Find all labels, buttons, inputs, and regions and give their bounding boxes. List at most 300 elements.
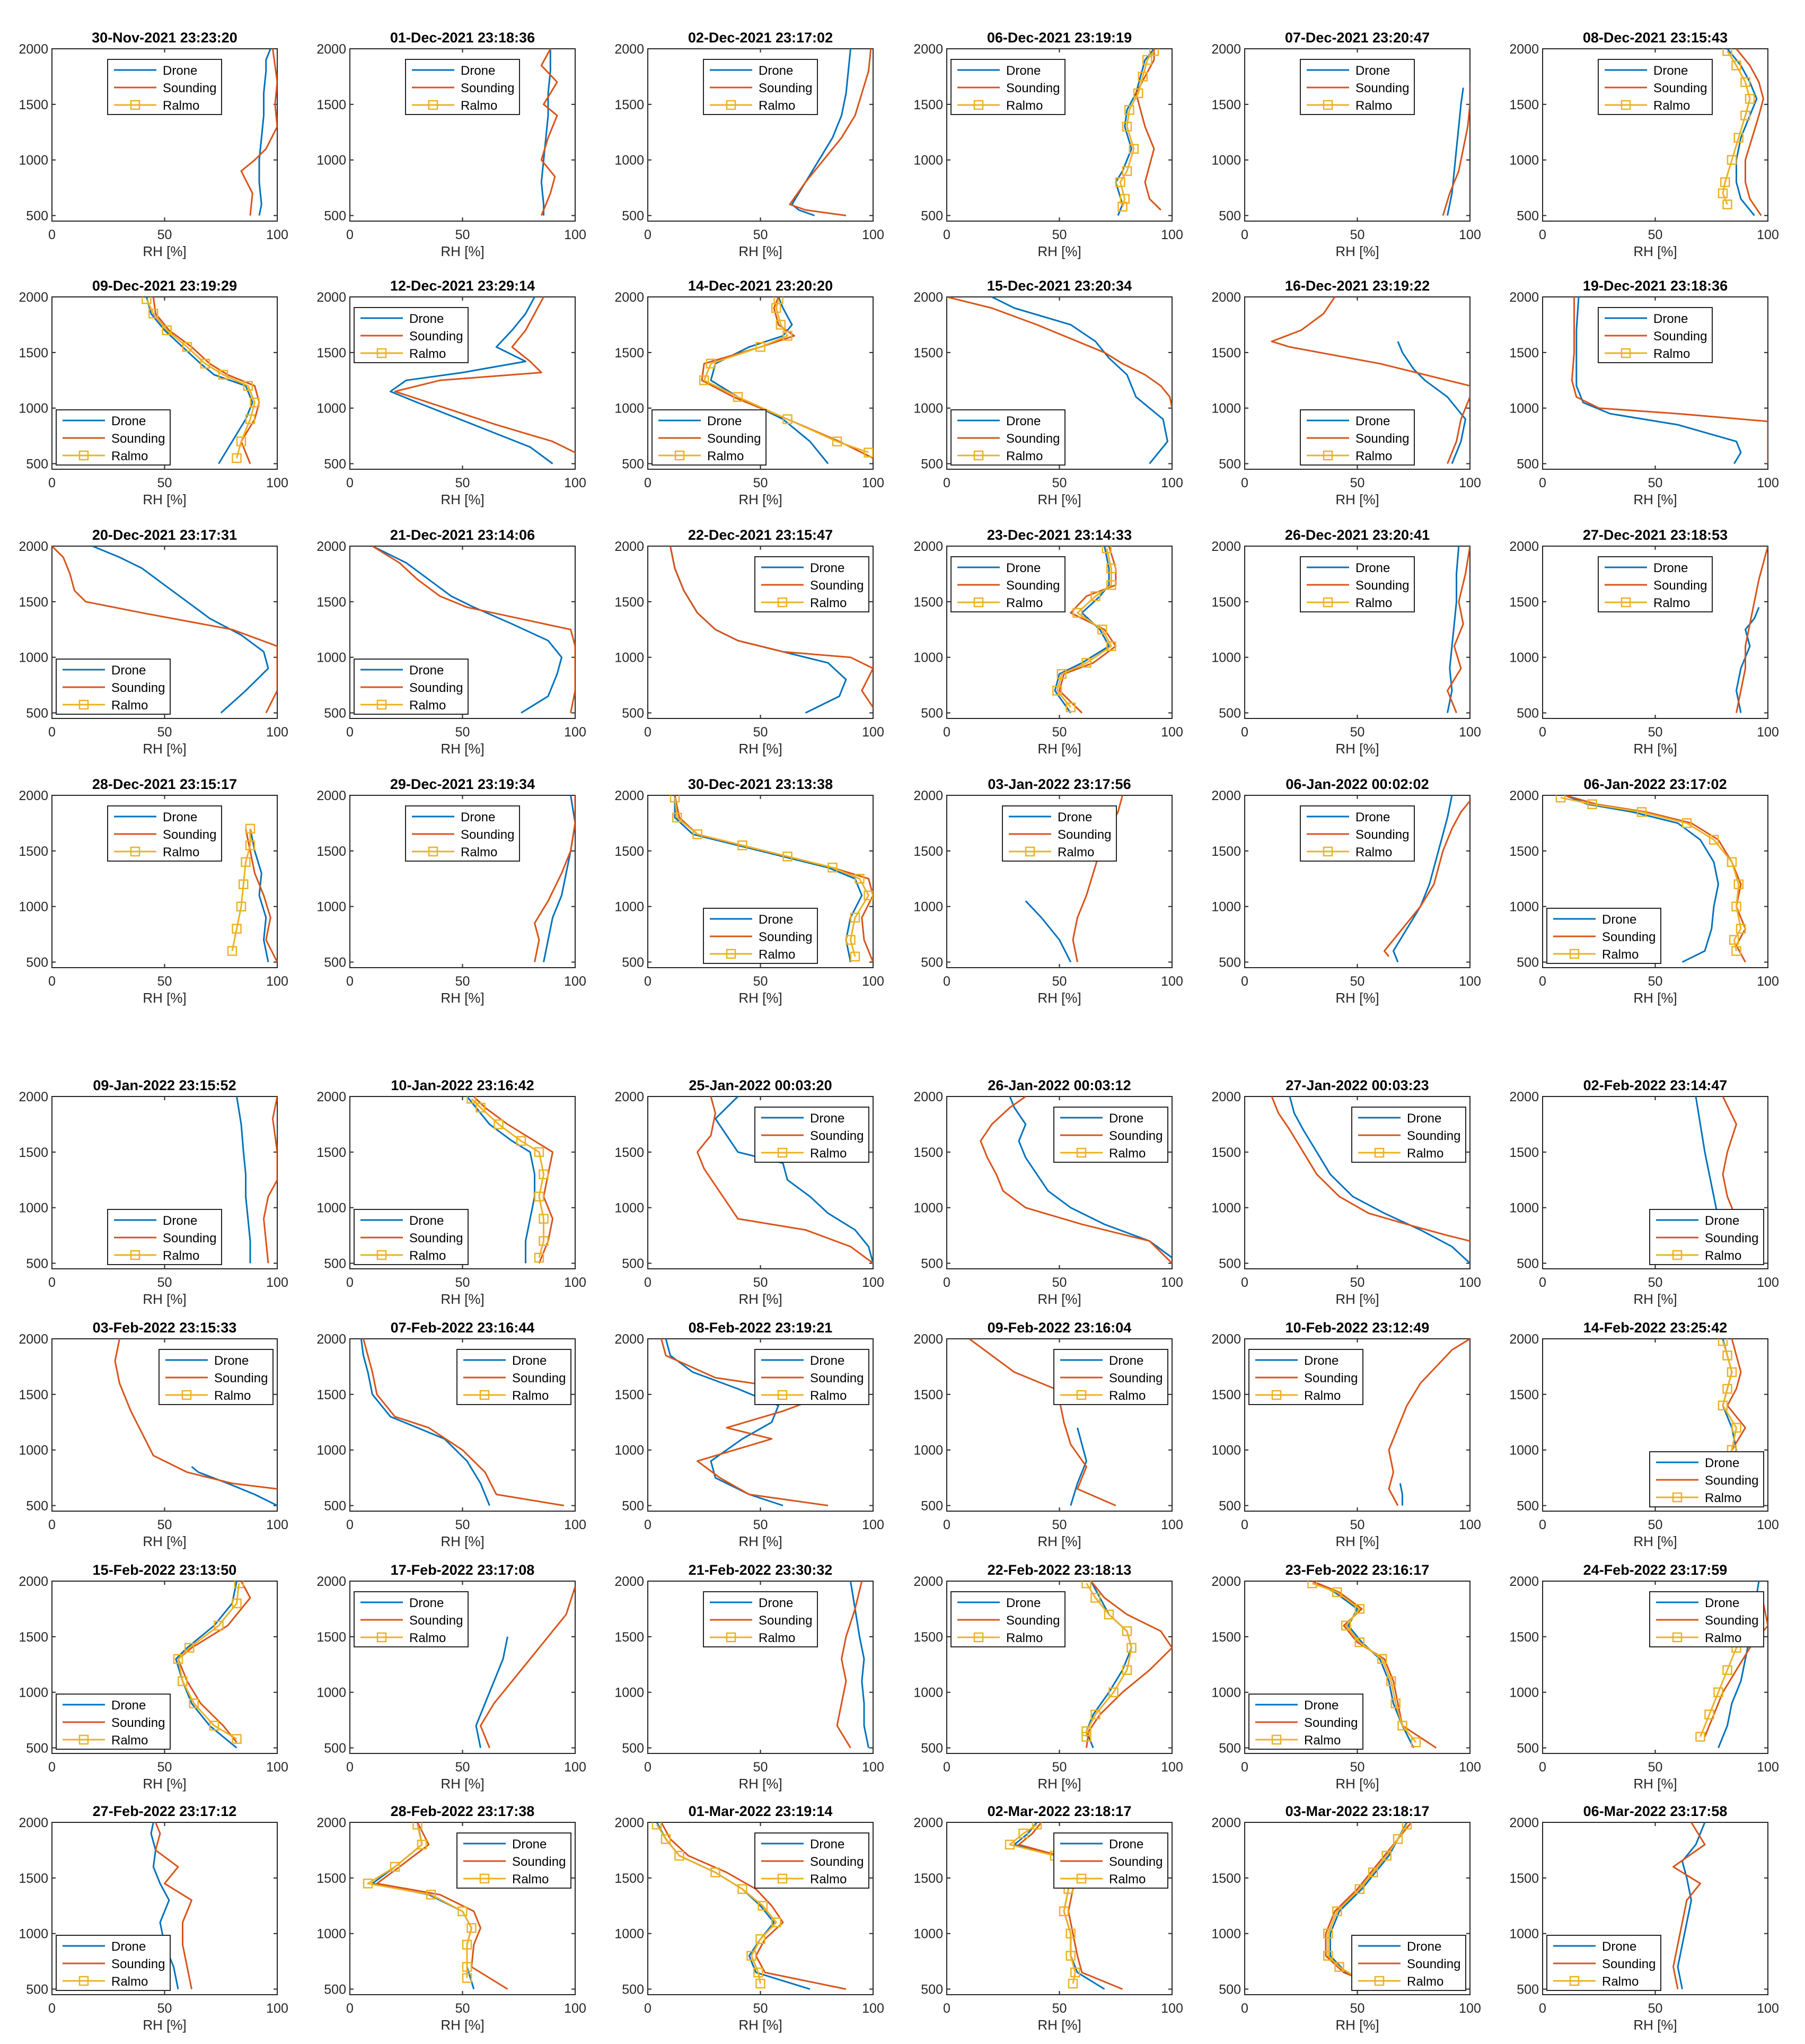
x-axis-label: RH [%] [1633, 1776, 1677, 1792]
y-tick-label: 500 [1219, 457, 1241, 472]
subplot [1211, 1077, 1481, 1307]
legend-label-sounding: Sounding [1109, 1129, 1163, 1143]
y-tick-label: 1000 [316, 650, 346, 665]
legend-label-ralmo: Ralmo [1602, 1975, 1639, 1989]
y-tick-label: 1500 [316, 345, 346, 361]
y-tick-label: 2000 [614, 788, 644, 803]
y-tick-label: 1500 [19, 1629, 48, 1645]
subplot-title: 08-Feb-2022 23:19:21 [688, 1320, 833, 1336]
x-tick-label: 100 [1161, 476, 1183, 490]
subplot-title: 03-Feb-2022 23:15:33 [92, 1320, 237, 1336]
x-tick-label: 100 [266, 1517, 288, 1532]
legend-label-ralmo: Ralmo [759, 1631, 796, 1645]
x-tick-label: 50 [157, 725, 172, 740]
x-tick-label: 100 [1459, 476, 1481, 490]
subplot-title: 03-Jan-2022 23:17:56 [988, 776, 1131, 792]
x-tick-label: 100 [862, 2001, 884, 2016]
y-tick-label: 1500 [614, 1387, 644, 1402]
subplot [19, 527, 288, 757]
legend-label-ralmo: Ralmo [1006, 1631, 1043, 1645]
subplot [1211, 30, 1481, 259]
x-tick-label: 50 [455, 1760, 470, 1775]
y-tick-label: 1000 [19, 650, 48, 665]
subplot-title: 30-Nov-2021 23:23:20 [92, 30, 237, 46]
legend [108, 59, 222, 115]
subplot-title: 12-Dec-2021 23:29:14 [390, 278, 535, 294]
legend-label-sounding: Sounding [461, 828, 515, 842]
x-axis-label: RH [%] [1037, 243, 1081, 259]
legend [457, 1349, 571, 1405]
y-tick-label: 500 [921, 1256, 943, 1271]
legend-label-sounding: Sounding [163, 828, 217, 842]
legend-label-ralmo: Ralmo [461, 99, 498, 113]
y-tick-label: 1000 [316, 153, 346, 168]
y-tick-label: 500 [26, 457, 48, 472]
legend-label-ralmo: Ralmo [1653, 347, 1690, 361]
x-tick-label: 0 [1539, 227, 1546, 242]
legend-label-ralmo: Ralmo [1705, 1631, 1742, 1645]
legend-label-drone: Drone [1058, 810, 1093, 824]
x-tick-label: 100 [862, 476, 884, 490]
legend [951, 410, 1065, 465]
subplot [1509, 1077, 1778, 1307]
legend-label-ralmo: Ralmo [163, 1249, 200, 1263]
y-tick-label: 2000 [316, 42, 346, 57]
legend-label-sounding: Sounding [111, 1957, 165, 1971]
subplot [1211, 776, 1481, 1006]
legend-label-sounding: Sounding [111, 432, 165, 446]
y-tick-label: 500 [622, 1256, 644, 1271]
legend [951, 557, 1065, 612]
x-tick-label: 100 [1757, 1517, 1779, 1532]
legend-label-ralmo: Ralmo [1006, 596, 1043, 610]
y-tick-label: 1500 [316, 1145, 346, 1160]
legend [1650, 1592, 1764, 1647]
legend-label-ralmo: Ralmo [1355, 596, 1393, 610]
x-axis-label: RH [%] [1633, 990, 1677, 1006]
legend-label-drone: Drone [810, 561, 845, 575]
x-tick-label: 100 [1459, 725, 1481, 740]
y-tick-label: 2000 [1211, 1574, 1241, 1589]
legend-label-drone: Drone [1407, 1940, 1442, 1954]
subplot-title: 15-Dec-2021 23:20:34 [987, 278, 1132, 294]
y-tick-label: 2000 [1211, 1090, 1241, 1104]
y-tick-label: 1000 [1509, 401, 1539, 416]
legend-label-sounding: Sounding [1705, 1231, 1759, 1245]
y-tick-label: 1000 [913, 1200, 943, 1216]
x-axis-label: RH [%] [441, 492, 485, 507]
legend-label-sounding: Sounding [810, 1371, 864, 1385]
legend-label-drone: Drone [707, 414, 742, 428]
x-tick-label: 0 [644, 1517, 651, 1532]
y-tick-label: 1000 [614, 1443, 644, 1458]
x-tick-label: 0 [346, 2001, 354, 2016]
y-tick-label: 1500 [1211, 1629, 1241, 1645]
subplot [913, 1803, 1183, 2033]
y-tick-label: 500 [26, 1256, 48, 1271]
y-tick-label: 500 [324, 1741, 346, 1756]
subplot [1509, 1320, 1778, 1549]
legend-label-drone: Drone [1109, 1354, 1144, 1368]
x-axis-label: RH [%] [738, 2017, 782, 2033]
x-axis-label: RH [%] [738, 492, 782, 507]
legend-label-sounding: Sounding [1653, 578, 1707, 593]
legend-label-ralmo: Ralmo [214, 1389, 251, 1403]
subplot [316, 1562, 586, 1792]
x-tick-label: 0 [1241, 227, 1248, 242]
y-tick-label: 1000 [19, 1200, 48, 1216]
legend-label-sounding: Sounding [1653, 81, 1707, 95]
x-tick-label: 50 [753, 476, 768, 490]
legend-label-sounding: Sounding [163, 1231, 217, 1245]
x-tick-label: 100 [1757, 1760, 1779, 1775]
legend-label-ralmo: Ralmo [1006, 99, 1043, 113]
legend-label-ralmo: Ralmo [409, 347, 446, 361]
legend-label-ralmo: Ralmo [1407, 1975, 1444, 1989]
y-tick-label: 1500 [1509, 594, 1539, 610]
y-tick-label: 1000 [913, 1443, 943, 1458]
subplot-title: 19-Dec-2021 23:18:36 [1582, 278, 1728, 294]
legend [755, 557, 869, 612]
subplot [1509, 776, 1778, 1006]
y-tick-label: 1500 [614, 844, 644, 859]
x-axis-label: RH [%] [738, 1291, 782, 1307]
legend-label-drone: Drone [409, 1596, 444, 1610]
x-tick-label: 0 [346, 1275, 354, 1290]
subplot-title: 02-Mar-2022 23:18:17 [987, 1803, 1132, 1819]
x-tick-label: 0 [1241, 1275, 1248, 1290]
subplot-title: 21-Feb-2022 23:30:32 [688, 1562, 833, 1578]
y-tick-label: 2000 [1211, 788, 1241, 803]
legend-label-sounding: Sounding [810, 1129, 864, 1143]
x-tick-label: 50 [1052, 2001, 1067, 2016]
y-tick-label: 1500 [1509, 345, 1539, 361]
y-tick-label: 1000 [19, 1926, 48, 1942]
y-tick-label: 1000 [614, 899, 644, 915]
x-tick-label: 50 [1648, 974, 1663, 989]
x-tick-label: 50 [1648, 2001, 1663, 2016]
y-tick-label: 1500 [316, 594, 346, 610]
legend [159, 1349, 273, 1405]
y-tick-label: 500 [921, 955, 943, 970]
legend [1054, 1833, 1168, 1888]
x-tick-label: 100 [1161, 1275, 1183, 1290]
y-tick-label: 1000 [614, 650, 644, 665]
x-axis-label: RH [%] [441, 1776, 485, 1792]
y-tick-label: 500 [324, 208, 346, 224]
x-tick-label: 0 [1241, 1760, 1248, 1775]
y-tick-label: 500 [26, 1741, 48, 1756]
x-tick-label: 50 [157, 476, 172, 490]
x-tick-label: 0 [644, 725, 651, 740]
x-tick-label: 0 [1241, 725, 1248, 740]
x-tick-label: 100 [1459, 1760, 1481, 1775]
subplot-title: 07-Feb-2022 23:16:44 [390, 1320, 535, 1336]
y-tick-label: 2000 [1211, 290, 1241, 305]
y-tick-label: 2000 [913, 290, 943, 305]
legend-label-sounding: Sounding [810, 578, 864, 593]
x-tick-label: 50 [455, 227, 470, 242]
x-axis-label: RH [%] [143, 492, 187, 507]
y-tick-label: 1500 [913, 1871, 943, 1886]
x-tick-label: 0 [48, 974, 56, 989]
x-tick-label: 100 [1459, 1275, 1481, 1290]
subplot-title: 14-Dec-2021 23:20:20 [688, 278, 833, 294]
x-tick-label: 0 [1241, 2001, 1248, 2016]
y-tick-label: 1000 [1211, 1443, 1241, 1458]
y-tick-label: 2000 [316, 788, 346, 803]
y-tick-label: 1000 [1509, 1926, 1539, 1942]
legend-label-drone: Drone [461, 810, 496, 824]
y-tick-label: 2000 [316, 1332, 346, 1347]
x-tick-label: 0 [644, 1275, 651, 1290]
y-tick-label: 2000 [614, 1574, 644, 1589]
x-tick-label: 50 [1052, 974, 1067, 989]
y-tick-label: 2000 [913, 788, 943, 803]
x-tick-label: 100 [564, 725, 586, 740]
legend-label-ralmo: Ralmo [1653, 596, 1690, 610]
legend-label-ralmo: Ralmo [1109, 1146, 1146, 1161]
x-tick-label: 50 [1350, 476, 1365, 490]
legend-label-ralmo: Ralmo [512, 1872, 549, 1887]
subplot [1211, 278, 1481, 507]
y-tick-label: 1000 [19, 1443, 48, 1458]
x-tick-label: 100 [266, 725, 288, 740]
y-tick-label: 2000 [19, 1574, 48, 1589]
legend-label-sounding: Sounding [1355, 81, 1410, 95]
legend-label-ralmo: Ralmo [1407, 1146, 1444, 1161]
subplot [316, 278, 586, 507]
legend-label-ralmo: Ralmo [1006, 449, 1043, 463]
y-tick-label: 500 [1517, 1741, 1539, 1756]
subplot [19, 776, 288, 1006]
x-tick-label: 0 [1241, 974, 1248, 989]
x-tick-label: 50 [1350, 1760, 1365, 1775]
x-axis-label: RH [%] [1633, 1533, 1677, 1549]
x-axis-label: RH [%] [1037, 492, 1081, 507]
legend [1002, 806, 1116, 861]
subplot-title: 17-Feb-2022 23:17:08 [390, 1562, 535, 1578]
subplot [614, 1803, 884, 2033]
subplot [614, 1320, 884, 1549]
y-tick-label: 2000 [19, 42, 48, 57]
legend-label-ralmo: Ralmo [1109, 1872, 1146, 1887]
x-tick-label: 100 [266, 2001, 288, 2016]
legend [108, 806, 222, 861]
x-tick-label: 100 [266, 227, 288, 242]
x-tick-label: 0 [943, 476, 950, 490]
legend-label-ralmo: Ralmo [111, 698, 148, 713]
subplot-title: 27-Feb-2022 23:17:12 [92, 1803, 237, 1819]
legend [1598, 308, 1712, 363]
y-tick-label: 1000 [19, 1685, 48, 1700]
legend-label-sounding: Sounding [1653, 329, 1707, 344]
legend-label-drone: Drone [214, 1354, 249, 1368]
subplot [316, 1803, 586, 2033]
y-tick-label: 500 [1219, 1498, 1241, 1514]
legend-label-drone: Drone [409, 1214, 444, 1228]
y-tick-label: 500 [1219, 955, 1241, 970]
legend [457, 1833, 571, 1888]
subplot-title: 25-Jan-2022 00:03:20 [689, 1077, 832, 1093]
legend-label-drone: Drone [461, 64, 496, 78]
legend-label-sounding: Sounding [409, 1231, 463, 1245]
legend-label-sounding: Sounding [1006, 1613, 1060, 1628]
x-tick-label: 50 [455, 476, 470, 490]
legend [108, 1209, 222, 1265]
legend-label-ralmo: Ralmo [810, 1872, 847, 1887]
legend [703, 908, 817, 963]
legend-label-sounding: Sounding [1109, 1855, 1163, 1869]
subplot [614, 30, 884, 259]
legend-label-sounding: Sounding [163, 81, 217, 95]
legend-label-drone: Drone [759, 913, 794, 927]
legend [755, 1833, 869, 1888]
legend-label-drone: Drone [1109, 1111, 1144, 1126]
x-tick-label: 50 [455, 2001, 470, 2016]
y-tick-label: 500 [1219, 208, 1241, 224]
y-tick-label: 2000 [614, 1090, 644, 1104]
x-tick-label: 50 [753, 1517, 768, 1532]
legend-label-drone: Drone [1355, 414, 1390, 428]
legend-label-sounding: Sounding [409, 681, 463, 695]
y-tick-label: 2000 [1509, 788, 1539, 803]
y-tick-label: 1500 [614, 1629, 644, 1645]
y-tick-label: 2000 [1509, 290, 1539, 305]
legend-label-sounding: Sounding [707, 432, 761, 446]
x-axis-label: RH [%] [143, 1776, 187, 1792]
x-tick-label: 0 [48, 725, 56, 740]
legend-label-drone: Drone [1006, 64, 1041, 78]
y-tick-label: 1500 [614, 345, 644, 361]
x-axis-label: RH [%] [1335, 741, 1379, 757]
y-tick-label: 2000 [19, 539, 48, 554]
y-tick-label: 2000 [614, 290, 644, 305]
y-tick-label: 500 [26, 208, 48, 224]
subplot-title: 27-Dec-2021 23:18:53 [1582, 527, 1728, 543]
subplot-title: 15-Feb-2022 23:13:50 [92, 1562, 237, 1578]
legend-label-ralmo: Ralmo [1355, 99, 1393, 113]
y-tick-label: 500 [324, 1982, 346, 1997]
legend-label-drone: Drone [512, 1837, 547, 1852]
y-tick-label: 2000 [316, 1815, 346, 1830]
subplot-title: 20-Dec-2021 23:17:31 [92, 527, 237, 543]
legend-label-sounding: Sounding [111, 681, 165, 695]
legend-label-ralmo: Ralmo [461, 845, 498, 859]
legend-label-ralmo: Ralmo [1355, 845, 1393, 859]
legend-label-sounding: Sounding [759, 81, 813, 95]
x-tick-label: 100 [564, 476, 586, 490]
legend-label-drone: Drone [759, 1596, 794, 1610]
x-tick-label: 100 [564, 227, 586, 242]
legend-label-drone: Drone [163, 810, 198, 824]
legend-label-drone: Drone [1705, 1456, 1740, 1470]
legend-label-drone: Drone [1304, 1698, 1339, 1713]
y-tick-label: 1000 [1509, 899, 1539, 915]
x-axis-label: RH [%] [441, 243, 485, 259]
legend [1249, 1694, 1363, 1749]
subplot [913, 1077, 1183, 1307]
y-tick-label: 2000 [1509, 1332, 1539, 1347]
y-tick-label: 500 [622, 955, 644, 970]
legend-label-drone: Drone [1407, 1111, 1442, 1126]
x-tick-label: 100 [1757, 725, 1779, 740]
x-axis-label: RH [%] [1633, 1291, 1677, 1307]
legend-label-ralmo: Ralmo [1602, 948, 1639, 962]
x-tick-label: 0 [1241, 1517, 1248, 1532]
x-axis-label: RH [%] [1335, 1776, 1379, 1792]
x-tick-label: 50 [1350, 227, 1365, 242]
legend-label-ralmo: Ralmo [1304, 1733, 1341, 1748]
x-tick-label: 0 [644, 2001, 651, 2016]
subplot [913, 30, 1183, 259]
subplot-title: 28-Feb-2022 23:17:38 [390, 1803, 535, 1819]
subplot-title: 24-Feb-2022 23:17:59 [1583, 1562, 1728, 1578]
y-tick-label: 2000 [913, 539, 943, 554]
y-tick-label: 1000 [1509, 1443, 1539, 1458]
y-tick-label: 1500 [316, 1629, 346, 1645]
legend-label-sounding: Sounding [1355, 578, 1410, 593]
subplot-title: 06-Dec-2021 23:19:19 [987, 30, 1132, 46]
x-tick-label: 0 [943, 2001, 950, 2016]
y-tick-label: 2000 [1509, 1815, 1539, 1830]
x-tick-label: 100 [1161, 227, 1183, 242]
x-axis-label: RH [%] [143, 741, 187, 757]
subplot [19, 1320, 288, 1549]
x-axis-label: RH [%] [738, 1776, 782, 1792]
x-axis-label: RH [%] [738, 990, 782, 1006]
x-tick-label: 50 [1052, 1760, 1067, 1775]
legend-label-sounding: Sounding [1006, 81, 1060, 95]
y-tick-label: 500 [1517, 706, 1539, 721]
subplot-title: 21-Dec-2021 23:14:06 [390, 527, 535, 543]
x-tick-label: 100 [1459, 2001, 1481, 2016]
y-tick-label: 500 [324, 1498, 346, 1514]
legend-label-ralmo: Ralmo [1058, 845, 1095, 859]
subplot [19, 278, 288, 507]
legend-label-sounding: Sounding [1602, 930, 1656, 944]
x-tick-label: 50 [455, 1275, 470, 1290]
y-tick-label: 2000 [1211, 1332, 1241, 1347]
x-tick-label: 100 [564, 1760, 586, 1775]
subplot [913, 527, 1183, 757]
y-tick-label: 1500 [1211, 1871, 1241, 1886]
y-tick-label: 1500 [19, 1387, 48, 1402]
subplot [316, 1320, 586, 1549]
y-tick-label: 1500 [316, 97, 346, 112]
y-tick-label: 1500 [913, 844, 943, 859]
x-tick-label: 100 [564, 2001, 586, 2016]
x-axis-label: RH [%] [143, 990, 187, 1006]
legend-label-drone: Drone [163, 1214, 198, 1228]
y-tick-label: 1500 [19, 1871, 48, 1886]
x-axis-label: RH [%] [1335, 243, 1379, 259]
legend-label-drone: Drone [1006, 1596, 1041, 1610]
x-tick-label: 50 [753, 974, 768, 989]
subplot-title: 09-Dec-2021 23:19:29 [92, 278, 237, 294]
x-tick-label: 100 [266, 1760, 288, 1775]
y-tick-label: 500 [921, 1982, 943, 1997]
legend-label-sounding: Sounding [214, 1371, 268, 1385]
subplot [1211, 1320, 1481, 1549]
y-tick-label: 1000 [913, 650, 943, 665]
x-tick-label: 100 [862, 725, 884, 740]
subplot [316, 527, 586, 757]
x-tick-label: 100 [266, 476, 288, 490]
legend-label-drone: Drone [111, 1940, 146, 1954]
x-tick-label: 50 [157, 227, 172, 242]
x-tick-label: 100 [1757, 974, 1779, 989]
